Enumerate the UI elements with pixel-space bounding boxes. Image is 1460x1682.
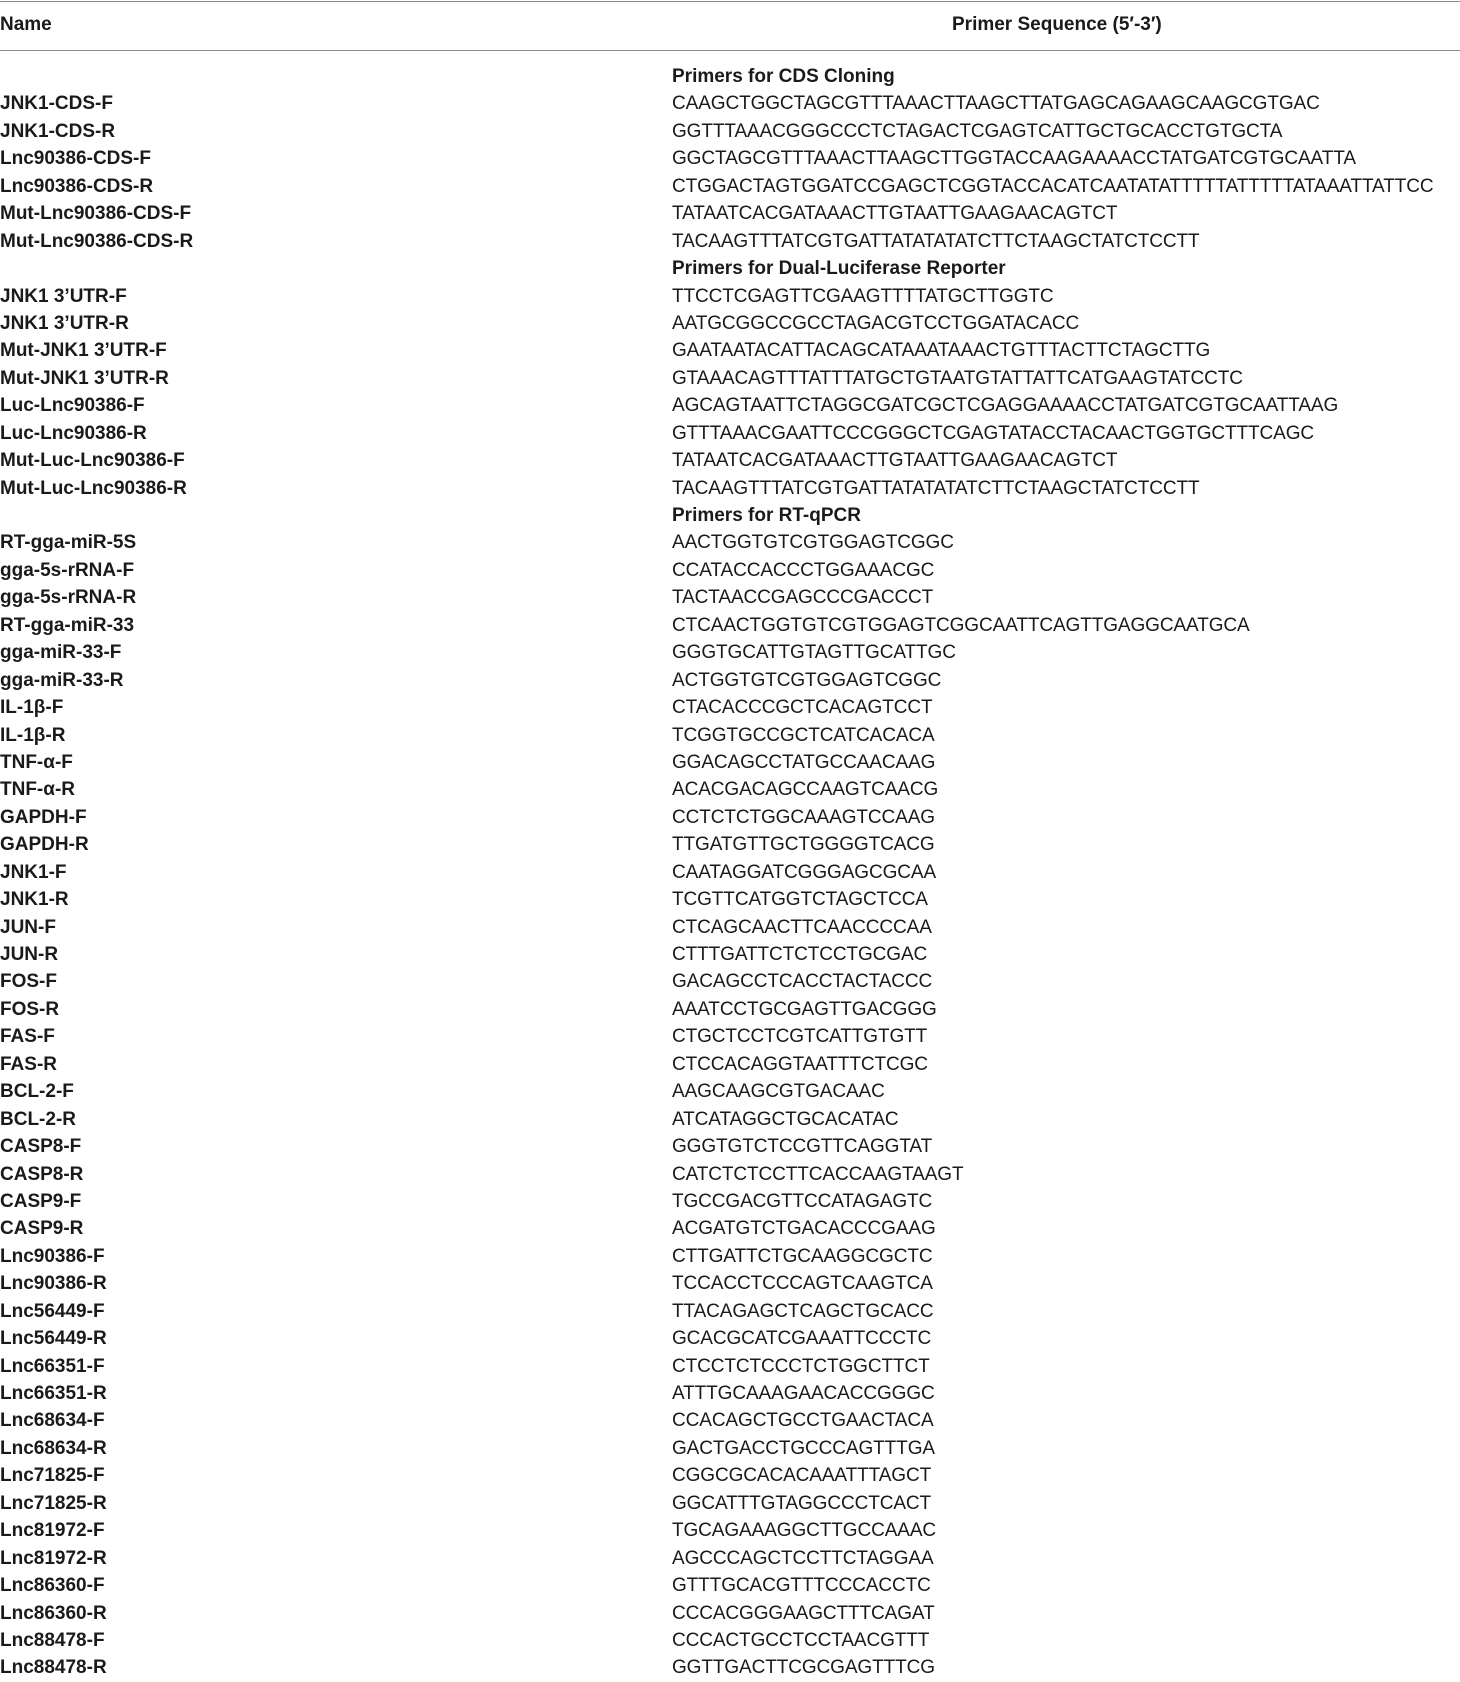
primer-name-cell: gga-miR-33-R xyxy=(0,669,124,691)
primer-sequence-cell: GACAGCCTCACCTACTACCC xyxy=(672,971,933,993)
table-row xyxy=(0,968,1460,995)
primer-sequence-cell: TTCCTCGAGTTCGAAGTTTTATGCTTGGTC xyxy=(672,285,1054,307)
primer-name-cell: Luc-Lnc90386-F xyxy=(0,395,145,417)
table-row xyxy=(0,1078,1460,1105)
table-row xyxy=(0,996,1460,1023)
primer-sequence-cell: GGGTGCATTGTAGTTGCATTGC xyxy=(672,642,956,664)
table-row xyxy=(0,1325,1460,1352)
table-top-rule xyxy=(0,1,1460,2)
primer-name-cell: Mut-JNK1 3’UTR-F xyxy=(0,340,167,362)
table-row xyxy=(0,118,1460,145)
table-row xyxy=(0,173,1460,200)
table-row xyxy=(0,1298,1460,1325)
primer-sequence-cell: TACAAGTTTATCGTGATTATATATATCTTCTAAGCTATCTCCTT xyxy=(672,230,1200,252)
primer-name-cell: IL-1β-R xyxy=(0,724,66,746)
primer-sequence-cell: AGCCCAGCTCCTTCTAGGAA xyxy=(672,1547,934,1569)
primer-sequence-cell: GCACGCATCGAAATTCCCTC xyxy=(672,1328,932,1350)
table-row xyxy=(0,1353,1460,1380)
table-row xyxy=(0,859,1460,886)
primer-name-cell: JNK1-CDS-R xyxy=(0,120,116,142)
primer-name-cell: Lnc88478-R xyxy=(0,1657,107,1679)
table-row xyxy=(0,1545,1460,1572)
table-row xyxy=(0,941,1460,968)
table-row xyxy=(0,447,1460,474)
primer-sequence-cell: CAAGCTGGCTAGCGTTTAAACTTAAGCTTATGAGCAGAAGCAAGCGTGAC xyxy=(672,93,1320,115)
table-row xyxy=(0,831,1460,858)
primer-sequence-cell: CTGGACTAGTGGATCCGAGCTCGGTACCACATCAATATATTTTTATTTTTATAAATTATTCC xyxy=(672,175,1434,197)
primer-sequence-cell: GAATAATACATTACAGCATAAATAAACTGTTTACTTCTAGCTTG xyxy=(672,340,1211,362)
table-row xyxy=(0,1270,1460,1297)
section-row xyxy=(0,502,1460,529)
primer-name-cell: RT-gga-miR-33 xyxy=(0,614,135,636)
section-row xyxy=(0,255,1460,282)
primer-sequence-cell: GGACAGCCTATGCCAACAAG xyxy=(672,751,936,773)
table-row xyxy=(0,1572,1460,1599)
primer-name-cell: IL-1β-F xyxy=(0,697,64,719)
table-row xyxy=(0,1106,1460,1133)
primer-name-cell: BCL-2-R xyxy=(0,1108,76,1130)
primer-name-cell: Lnc90386-R xyxy=(0,1273,107,1295)
primer-sequence-cell: CTCAGCAACTTCAACCCCAA xyxy=(672,916,932,938)
table-row xyxy=(0,1600,1460,1627)
table-row xyxy=(0,1243,1460,1270)
table-row xyxy=(0,1627,1460,1654)
table-header-rule xyxy=(0,50,1460,51)
primer-name-cell: GAPDH-F xyxy=(0,806,87,828)
primer-sequence-cell: TTACAGAGCTCAGCTGCACC xyxy=(672,1300,934,1322)
primer-name-cell: CASP9-R xyxy=(0,1218,84,1240)
table-row xyxy=(0,1161,1460,1188)
primer-sequence-cell: GTTTGCACGTTTCCCACCTC xyxy=(672,1575,931,1597)
section-row xyxy=(0,63,1460,90)
primer-name-cell: Lnc56449-R xyxy=(0,1328,107,1350)
column-header-name: Name xyxy=(0,14,52,35)
primer-name-cell: Lnc90386-CDS-R xyxy=(0,175,154,197)
primer-name-cell: Lnc90386-CDS-F xyxy=(0,148,151,170)
table-row xyxy=(0,776,1460,803)
primer-name-cell: JNK1-CDS-F xyxy=(0,93,113,115)
table-row xyxy=(0,722,1460,749)
primer-sequence-cell: CTTGATTCTGCAAGGCGCTC xyxy=(672,1245,933,1267)
primer-name-cell: FAS-F xyxy=(0,1026,55,1048)
primer-name-cell: TNF-α-F xyxy=(0,751,73,773)
primer-sequence-cell: TGCCGACGTTCCATAGAGTC xyxy=(672,1190,933,1212)
primer-sequence-cell: TCCACCTCCCAGTCAAGTCA xyxy=(672,1273,933,1295)
primer-sequence-cell: GGCATTTGTAGGCCCTCACT xyxy=(672,1492,932,1514)
primer-name-cell: CASP8-F xyxy=(0,1136,82,1158)
primer-sequence-cell: TGCAGAAAGGCTTGCCAAAC xyxy=(672,1520,937,1542)
primer-sequence-cell: ACTGGTGTCGTGGAGTCGGC xyxy=(672,669,942,691)
primer-sequence-cell: TTGATGTTGCTGGGGTCACG xyxy=(672,834,935,856)
table-row xyxy=(0,283,1460,310)
primer-name-cell: JNK1 3’UTR-F xyxy=(0,285,127,307)
primer-name-cell: Lnc90386-F xyxy=(0,1245,105,1267)
primer-sequence-cell: TATAATCACGATAAACTTGTAATTGAAGAACAGTCT xyxy=(672,450,1118,472)
primer-sequence-cell: ACACGACAGCCAAGTCAACG xyxy=(672,779,939,801)
primer-name-cell: Mut-Luc-Lnc90386-F xyxy=(0,450,185,472)
primer-name-cell: CASP8-R xyxy=(0,1163,84,1185)
primer-sequence-cell: CTTTGATTCTCTCCTGCGAC xyxy=(672,944,928,965)
table-row xyxy=(0,90,1460,117)
primer-name-cell: JNK1 3’UTR-R xyxy=(0,312,129,334)
primer-sequence-cell: TCGTTCATGGTCTAGCTCCA xyxy=(672,889,928,911)
primer-name-cell: gga-miR-33-F xyxy=(0,642,122,664)
primer-name-cell: JUN-R xyxy=(0,944,59,965)
table-row xyxy=(0,1023,1460,1050)
primer-sequence-cell: ATTTGCAAAGAACACCGGGC xyxy=(672,1383,935,1404)
primer-name-cell: RT-gga-miR-5S xyxy=(0,532,137,554)
primer-name-cell: JNK1-F xyxy=(0,861,67,883)
table-row xyxy=(0,337,1460,364)
table-row xyxy=(0,1380,1460,1407)
primer-name-cell: Lnc86360-F xyxy=(0,1575,105,1597)
primer-sequence-cell: TATAATCACGATAAACTTGTAATTGAAGAACAGTCT xyxy=(672,203,1118,225)
primer-name-cell: Lnc86360-R xyxy=(0,1602,107,1624)
table-row xyxy=(0,1435,1460,1462)
table-row xyxy=(0,1051,1460,1078)
primer-name-cell: FOS-F xyxy=(0,971,57,993)
table-row xyxy=(0,1654,1460,1681)
primer-name-cell: Lnc66351-F xyxy=(0,1355,105,1377)
table-row xyxy=(0,557,1460,584)
table-row xyxy=(0,392,1460,419)
table-row xyxy=(0,1462,1460,1489)
primer-sequence-cell: CTACACCCGCTCACAGTCCT xyxy=(672,697,933,719)
section-heading: Primers for CDS Cloning xyxy=(672,66,895,87)
primer-name-cell: FOS-R xyxy=(0,998,60,1020)
primer-sequence-cell: AATGCGGCCGCCTAGACGTCCTGGATACACC xyxy=(672,312,1080,334)
primer-sequence-cell: GGCTAGCGTTTAAACTTAAGCTTGGTACCAAGAAAACCTATGATCGTGCAATTA xyxy=(672,148,1356,170)
table-row xyxy=(0,694,1460,721)
table-row xyxy=(0,639,1460,666)
primer-sequence-cell: CCATACCACCCTGGAAACGC xyxy=(672,559,935,581)
primer-sequence-cell: CTCCTCTCCCTCTGGCTTCT xyxy=(672,1355,930,1377)
primer-sequence-cell: CTCAACTGGTGTCGTGGAGTCGGCAATTCAGTTGAGGCAATGCA xyxy=(672,614,1250,636)
primer-table-body xyxy=(0,63,1460,1682)
primer-sequence-cell: CATCTCTCCTTCACCAAGTAAGT xyxy=(672,1163,964,1185)
table-row xyxy=(0,228,1460,255)
table-row xyxy=(0,200,1460,227)
table-row xyxy=(0,475,1460,502)
primer-name-cell: TNF-α-R xyxy=(0,779,75,801)
table-row xyxy=(0,1490,1460,1517)
primer-name-cell: Lnc88478-F xyxy=(0,1629,105,1651)
table-row xyxy=(0,365,1460,392)
table-row xyxy=(0,667,1460,694)
table-row xyxy=(0,1188,1460,1215)
primer-name-cell: Lnc81972-R xyxy=(0,1547,107,1569)
table-row xyxy=(0,310,1460,337)
primer-sequence-cell: CTCCACAGGTAATTTCTCGC xyxy=(672,1053,928,1075)
table-row xyxy=(0,584,1460,611)
primer-sequence-cell: GGTTGACTTCGCGAGTTTCG xyxy=(672,1657,935,1679)
primer-name-cell: Lnc81972-F xyxy=(0,1520,105,1542)
primer-sequence-cell: GTAAACAGTTTATTTATGCTGTAATGTATTATTCATGAAGTATCCTC xyxy=(672,367,1243,389)
table-row xyxy=(0,612,1460,639)
table-row xyxy=(0,1517,1460,1544)
primer-sequence-cell: AAGCAAGCGTGACAAC xyxy=(672,1081,885,1103)
primer-name-cell: GAPDH-R xyxy=(0,834,89,856)
section-heading: Primers for Dual-Luciferase Reporter xyxy=(672,258,1006,280)
primer-name-cell: CASP9-F xyxy=(0,1190,82,1212)
table-row xyxy=(0,1215,1460,1242)
primer-sequence-cell: ATCATAGGCTGCACATAC xyxy=(672,1108,899,1130)
table-row xyxy=(0,420,1460,447)
primer-name-cell: JUN-F xyxy=(0,916,56,938)
primer-sequence-cell: CTGCTCCTCGTCATTGTGTT xyxy=(672,1026,928,1048)
primer-name-cell: JNK1-R xyxy=(0,889,69,911)
primer-sequence-cell: TACAAGTTTATCGTGATTATATATATCTTCTAAGCTATCTCCTT xyxy=(672,477,1200,499)
primer-sequence-cell: CGGCGCACACAAATTTAGCT xyxy=(672,1465,932,1487)
column-header-primer-sequence: Primer Sequence (5′-3′) xyxy=(952,14,1162,35)
primer-sequence-cell: CCCACGGGAAGCTTTCAGAT xyxy=(672,1602,935,1624)
primer-name-cell: gga-5s-rRNA-F xyxy=(0,559,135,581)
table-row xyxy=(0,1407,1460,1434)
primer-sequence-cell: CCTCTCTGGCAAAGTCCAAG xyxy=(672,806,935,828)
primer-name-cell: Lnc68634-F xyxy=(0,1410,105,1432)
primer-name-cell: Mut-Lnc90386-CDS-F xyxy=(0,203,192,225)
primer-name-cell: Lnc68634-R xyxy=(0,1437,107,1459)
primer-sequence-cell: TCGGTGCCGCTCATCACACA xyxy=(672,724,935,746)
primer-sequence-cell: ACGATGTCTGACACCCGAAG xyxy=(672,1218,936,1240)
table-row xyxy=(0,804,1460,831)
primer-name-cell: Lnc56449-F xyxy=(0,1300,105,1322)
primer-name-cell: Luc-Lnc90386-R xyxy=(0,422,147,444)
table-row xyxy=(0,886,1460,913)
table-row xyxy=(0,749,1460,776)
primer-sequence-cell: AACTGGTGTCGTGGAGTCGGC xyxy=(672,532,954,554)
primer-sequence-cell: AGCAGTAATTCTAGGCGATCGCTCGAGGAAAACCTATGATCGTGCAATTAAG xyxy=(672,395,1339,417)
primer-name-cell: Mut-Luc-Lnc90386-R xyxy=(0,477,187,499)
primer-name-cell: Mut-Lnc90386-CDS-R xyxy=(0,230,194,252)
primer-sequence-cell: GGTTTAAACGGGCCCTCTAGACTCGAGTCATTGCTGCACCTGTGCTA xyxy=(672,120,1283,142)
primer-sequence-cell: CCACAGCTGCCTGAACTACA xyxy=(672,1410,934,1432)
primer-name-cell: Mut-JNK1 3’UTR-R xyxy=(0,367,169,389)
primer-sequence-cell: GACTGACCTGCCCAGTTTGA xyxy=(672,1437,935,1459)
table-row xyxy=(0,1133,1460,1160)
primer-name-cell: FAS-R xyxy=(0,1053,57,1075)
primer-name-cell: Lnc66351-R xyxy=(0,1383,107,1404)
primer-sequence-cell: TACTAACCGAGCCCGACCCT xyxy=(672,587,934,609)
table-row xyxy=(0,914,1460,941)
primer-sequence-cell: CAATAGGATCGGGAGCGCAA xyxy=(672,861,937,883)
table-row xyxy=(0,145,1460,172)
primer-sequence-cell: GGGTGTCTCCGTTCAGGTAT xyxy=(672,1136,933,1158)
primer-name-cell: gga-5s-rRNA-R xyxy=(0,587,137,609)
section-heading: Primers for RT-qPCR xyxy=(672,505,861,526)
primer-name-cell: Lnc71825-F xyxy=(0,1465,105,1487)
primer-name-cell: Lnc71825-R xyxy=(0,1492,107,1514)
primer-sequence-cell: AAATCCTGCGAGTTGACGGG xyxy=(672,998,937,1020)
primer-name-cell: BCL-2-F xyxy=(0,1081,74,1103)
table-row xyxy=(0,529,1460,556)
primer-sequence-cell: CCCACTGCCTCCTAACGTTT xyxy=(672,1629,930,1651)
primer-sequence-cell: GTTTAAACGAATTCCCGGGCTCGAGTATACCTACAACTGGTGCTTTCAGC xyxy=(672,422,1315,444)
